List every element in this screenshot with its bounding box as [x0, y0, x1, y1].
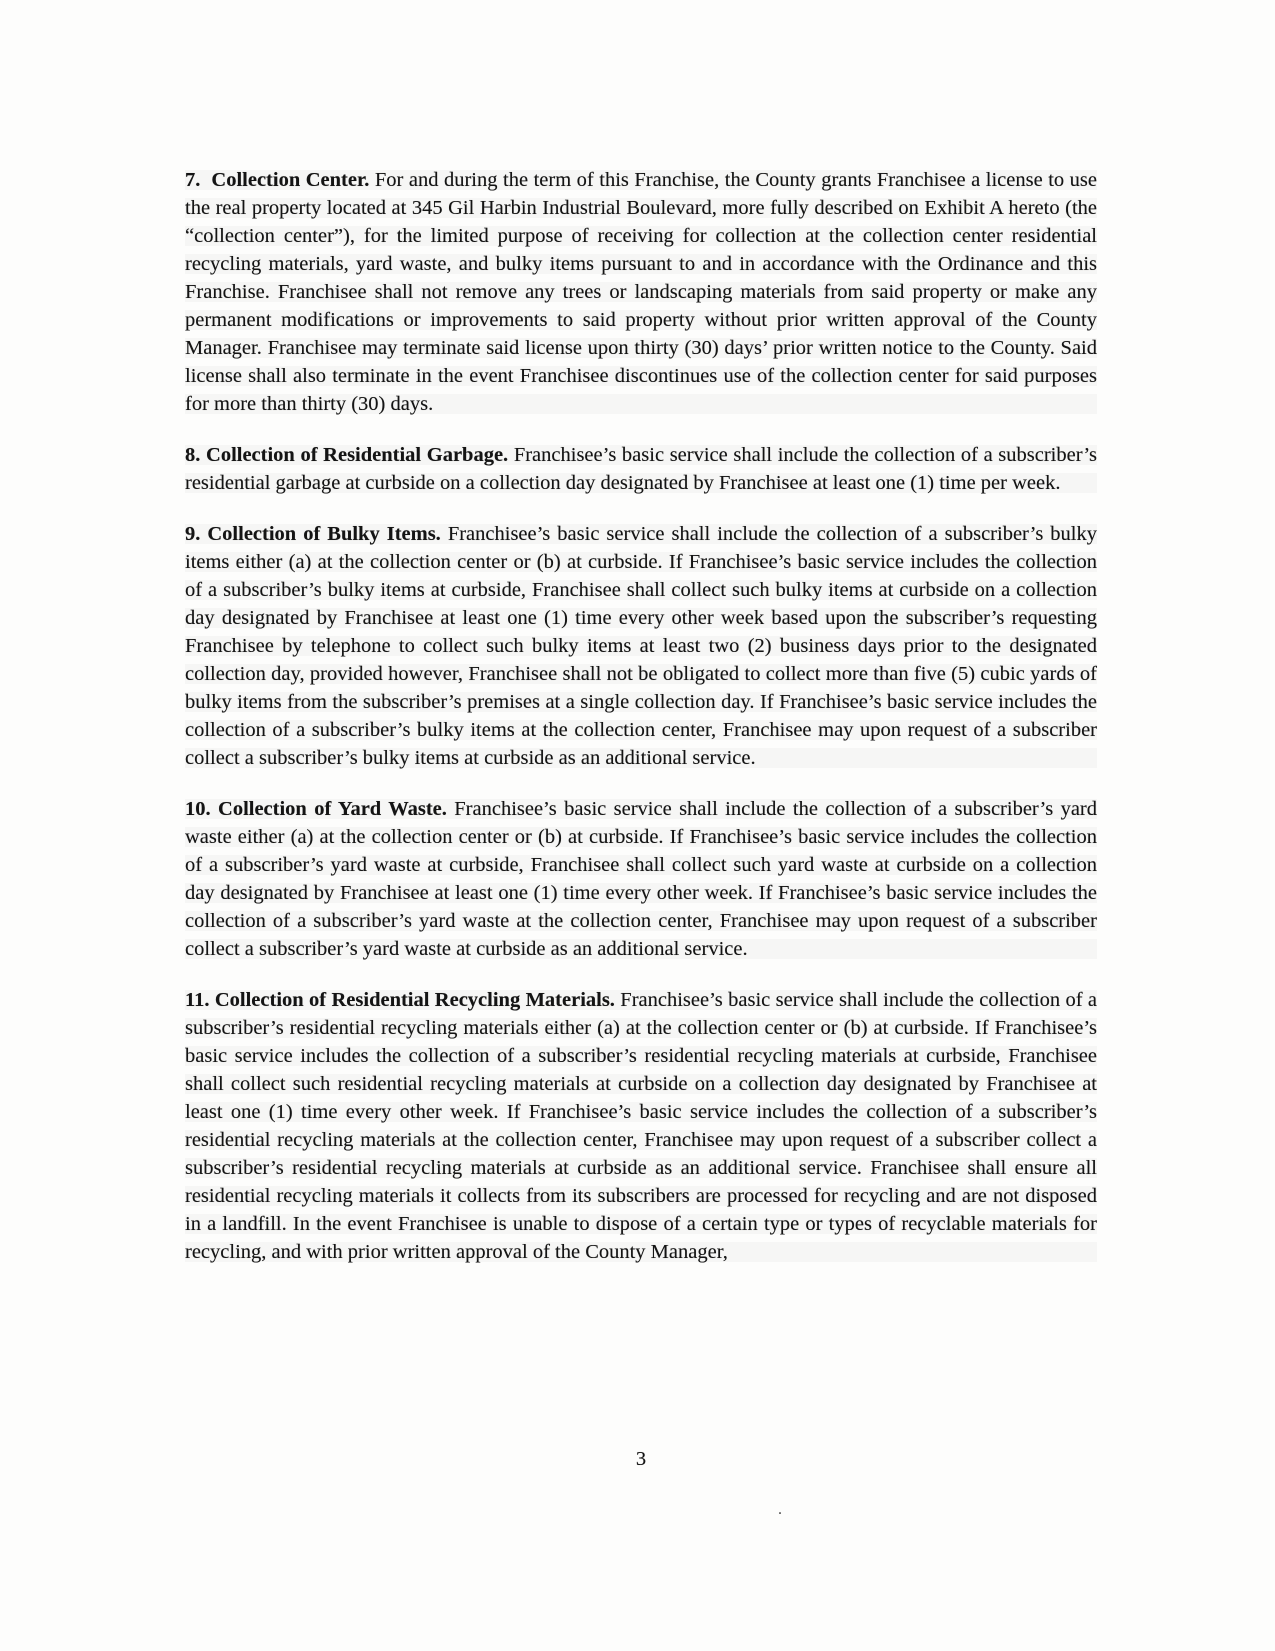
paragraph-body-text: For and during the term of this Franchise, the County grants Franchisee a license to use the real property located at 345 Gil Harbin Industrial Boulevard, more fully described on Exhibit A hereto (the “collection center”), for the limited purpose of receiving for collection at the collection center residential recycling materials, yard waste, and bulky items pursuant to and in accordance with the Ordinance and this Franchise. Franchisee shall not remove any trees or landscaping materials from said property or make any permanent modifications or improvements to said property without prior written approval of the County Manager. Franchisee may terminate said license upon thirty (30) days’ prior written notice to the County. Said license shall also terminate in the event Franchisee discontinues use of the collection center for said purposes for more than thirty (30) days.: [185, 169, 1097, 415]
contract-paragraph: [185, 795, 1097, 963]
page-number: 3: [635, 1448, 647, 1470]
contract-paragraph: [185, 441, 1097, 497]
paragraph-body-text: Franchisee’s basic service shall include the collection of a subscriber’s yard waste either (a) at the collection center or (b) at curbside. If Franchisee’s basic service includes the collection of a subscriber’s yard waste at curbside, Franchisee shall collect such yard waste at curbside on a collection day designated by Franchisee at least one (1) time every other week. If Franchisee’s basic service includes the collection of a subscriber’s yard waste at the collection center, Franchisee may upon request of a subscriber collect a subscriber’s yard waste at curbside as an additional service.: [185, 798, 1097, 960]
paragraph-body-text: Franchisee’s basic service shall include the collection of a subscriber’s bulky items either (a) at the collection center or (b) at curbside. If Franchisee’s basic service includes the collection of a subscriber’s bulky items at curbside, Franchisee shall collect such bulky items at curbside on a collection day designated by Franchisee at least one (1) time every other week based upon the subscriber’s requesting Franchisee by telephone to collect such bulky items at least two (2) business days prior to the designated collection day, provided however, Franchisee shall not be obligated to collect more than five (5) cubic yards of bulky items from the subscriber’s premises at a single collection day. If Franchisee’s basic service includes the collection of a subscriber’s bulky items at the collection center, Franchisee may upon request of a subscriber collect a subscriber’s bulky items at curbside as an additional service.: [185, 523, 1098, 769]
contract-paragraph: [185, 520, 1097, 772]
paragraph-body-text: Franchisee’s basic service shall include the collection of a subscriber’s residential garbage at curbside on a collection day designated by Franchisee at least one (1) time per week.: [185, 444, 1097, 494]
paragraph-heading: 10. Collection of Yard Waste.: [185, 798, 447, 820]
paragraph-heading: 8. Collection of Residential Garbage.: [185, 444, 509, 466]
document-text-block: [185, 166, 1097, 1266]
scan-artifact-dot: .: [778, 1501, 782, 1518]
contract-paragraph: [185, 166, 1097, 418]
paragraph-heading: 9. Collection of Bulky Items.: [185, 523, 441, 545]
paragraph-heading: 11. Collection of Residential Recycling Materials.: [185, 989, 615, 1011]
paragraph-heading: 7. Collection Center.: [185, 169, 370, 191]
contract-paragraph: [185, 986, 1097, 1266]
paragraph-body-text: Franchisee’s basic service shall include the collection of a subscriber’s residential recycling materials either (a) at the collection center or (b) at curbside. If Franchisee’s basic service includes the collection of a subscriber’s residential recycling materials at curbside, Franchisee shall collect such residential recycling materials at curbside on a collection day designated by Franchisee at least one (1) time every other week. If Franchisee’s basic service includes the collection of a subscriber’s residential recycling materials at the collection center, Franchisee may upon request of a subscriber collect a subscriber’s residential recycling materials at curbside as an additional service. Franchisee shall ensure all residential recycling materials it collects from its subscribers are processed for recycling and are not disposed in a landfill. In the event Franchisee is unable to dispose of a certain type or types of recyclable materials for recycling, and with prior written approval of the County Manager,: [185, 989, 1097, 1263]
